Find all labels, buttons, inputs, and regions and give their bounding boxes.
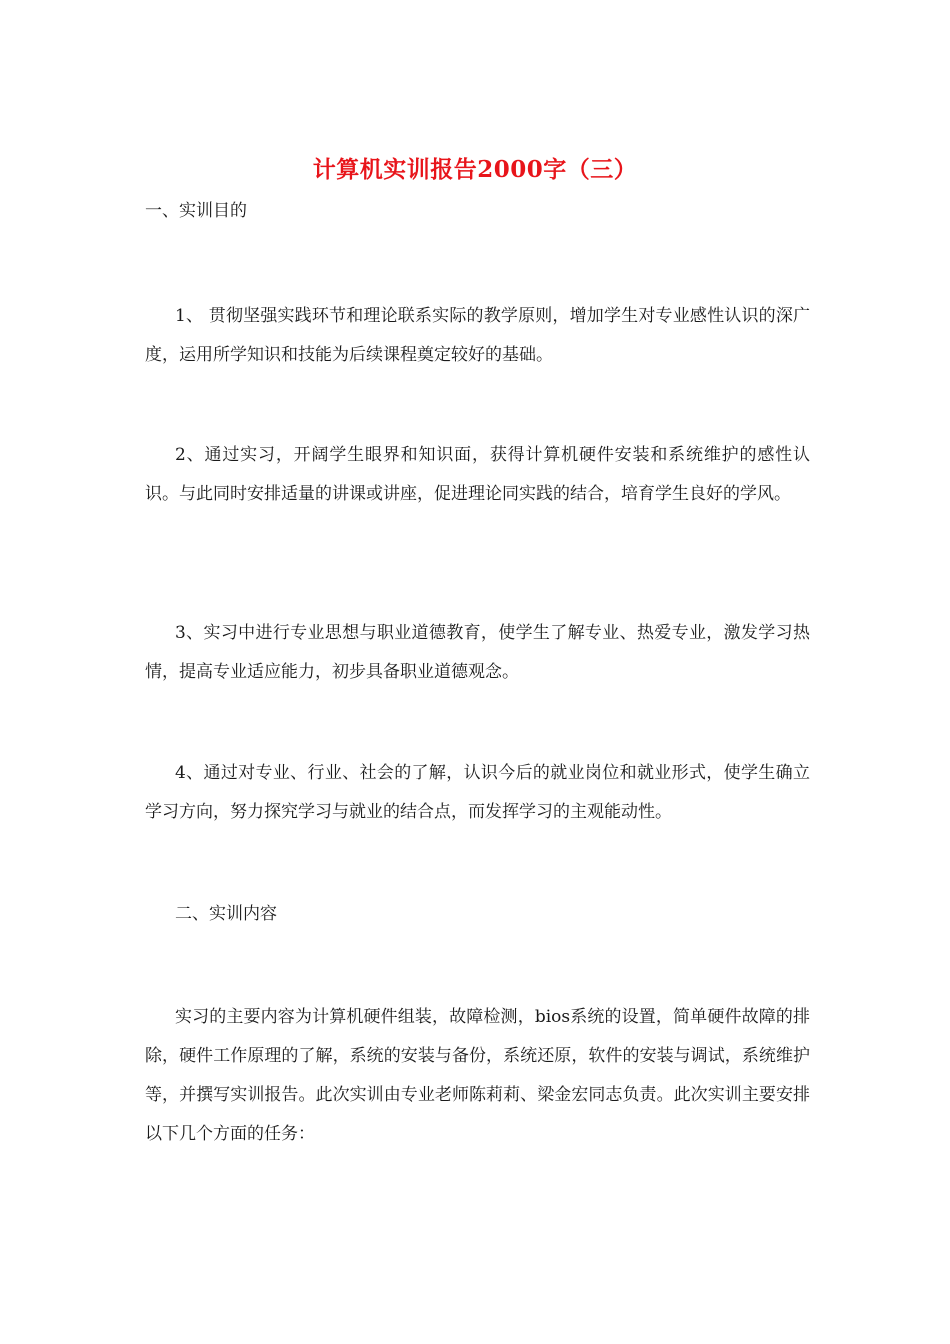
purpose-item-2: 2、通过实习，开阔学生眼界和知识面，获得计算机硬件安装和系统维护的感性认识。与此同时安排适量的讲课或讲座，促进理论同实践的结合，培育学生良好的学风。 <box>145 445 810 504</box>
document-title: 计算机实训报告2000字（三） <box>312 156 638 183</box>
content-paragraph: 实习的主要内容为计算机硬件组装，故障检测，bios系统的设置，简单硬件故障的排除，硬件工作原理的了解，系统的安装与备份，系统还原，软件的安装与调试，系统维护等，并撰写实训报告。此次实训由专业老师陈莉莉、梁金宏同志负责。此次实训主要安排以下几个方面的任务： <box>145 1007 810 1144</box>
section-heading-purpose: 一、实训目的 <box>145 201 247 221</box>
section-heading-content: 二、实训内容 <box>175 904 277 924</box>
purpose-item-3: 3、实习中进行专业思想与职业道德教育，使学生了解专业、热爱专业，激发学习热情，提高专业适应能力，初步具备职业道德观念。 <box>145 623 810 682</box>
purpose-item-4: 4、通过对专业、行业、社会的了解，认识今后的就业岗位和就业形式，使学生确立学习方向，努力探究学习与就业的结合点，而发挥学习的主观能动性。 <box>145 763 810 822</box>
purpose-item-1: 1、 贯彻坚强实践环节和理论联系实际的教学原则，增加学生对专业感性认识的深广度，运用所学知识和技能为后续课程奠定较好的基础。 <box>145 306 810 365</box>
